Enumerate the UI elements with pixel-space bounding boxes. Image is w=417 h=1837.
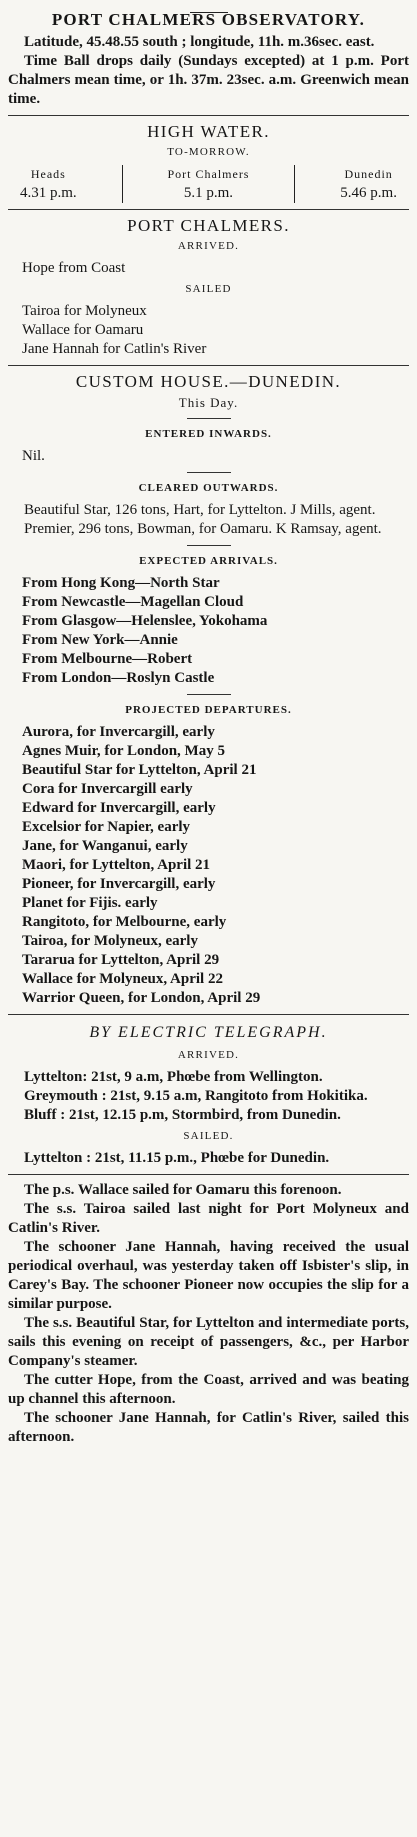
divider xyxy=(8,1014,409,1015)
top-rule xyxy=(8,0,409,8)
projected-label: PROJECTED DEPARTURES. xyxy=(125,704,292,716)
projected-entry: Jane, for Wanganui, early xyxy=(22,838,188,854)
expected-entry: From Newcastle—Magellan Cloud xyxy=(22,594,244,610)
divider xyxy=(8,1174,409,1175)
column-rule xyxy=(294,165,295,203)
tide-place: Dunedin xyxy=(344,167,393,181)
projected-entry: Maori, for Lyttelton, April 21 xyxy=(22,857,211,873)
divider xyxy=(8,365,409,366)
cleared-entry: Beautiful Star, 126 tons, Hart, for Lyttelton. J Mills, agent. xyxy=(24,502,376,518)
expected-entry: From Glasgow—Helenslee, Yokohama xyxy=(22,613,268,629)
tide-dunedin xyxy=(332,165,405,203)
high-water-title: HIGH WATER. xyxy=(147,122,270,141)
cleared-entry: Premier, 296 tons, Bowman, for Oamaru. K Ramsay, agent. xyxy=(24,521,382,537)
sailed-label: SAILED. xyxy=(183,1130,234,1142)
divider xyxy=(8,115,409,116)
tide-heads xyxy=(12,165,85,203)
projected-entry: Planet for Fijis. early xyxy=(22,895,158,911)
arrival-entry: Hope from Coast xyxy=(22,260,126,276)
telegraph-sailing: Lyttelton : 21st, 11.15 p.m., Phœbe for Dunedin. xyxy=(24,1150,330,1166)
telegraph-title: BY ELECTRIC TELEGRAPH. xyxy=(89,1024,328,1041)
arrived-label: ARRIVED. xyxy=(177,1049,240,1061)
tide-time: 4.31 p.m. xyxy=(20,185,77,201)
port-chalmers-title: PORT CHALMERS. xyxy=(127,216,290,235)
telegraph-arrival: Lyttelton: 21st, 9 a.m, Phœbe from Wellington. xyxy=(24,1069,323,1085)
high-water-subtitle: TO-MORROW. xyxy=(167,146,250,158)
tide-port-chalmers xyxy=(159,165,257,203)
expected-entry: From London—Roslyn Castle xyxy=(22,670,215,686)
short-rule xyxy=(187,545,231,546)
arrived-label: ARRIVED. xyxy=(177,240,240,252)
news-paragraph: The schooner Jane Hannah, for Catlin's River, sailed this afternoon. xyxy=(8,1410,409,1445)
high-water-table xyxy=(12,165,405,203)
divider xyxy=(8,209,409,210)
observatory-timeball: Time Ball drops daily (Sundays excepted) at 1 p.m. Port Chalmers mean time, or 1h. 37m. 23sec. a.m. Greenwich mean time. xyxy=(8,53,409,107)
projected-entry: Warrior Queen, for London, April 29 xyxy=(22,990,261,1006)
tide-time: 5.1 p.m. xyxy=(183,185,234,201)
projected-entry: Rangitoto, for Melbourne, early xyxy=(22,914,227,930)
news-paragraph: The s.s. Tairoa sailed last night for Port Molyneux and Catlin's River. xyxy=(8,1201,409,1236)
projected-entry: Excelsior for Napier, early xyxy=(22,819,191,835)
projected-entry: Aurora, for Invercargill, early xyxy=(22,724,215,740)
entered-value: Nil. xyxy=(22,448,45,464)
expected-entry: From Hong Kong—North Star xyxy=(22,575,220,591)
column-rule xyxy=(122,165,123,203)
projected-entry: Edward for Invercargill, early xyxy=(22,800,216,816)
cleared-label: CLEARED OUTWARDS. xyxy=(138,482,279,494)
sailing-entry: Jane Hannah for Catlin's River xyxy=(22,341,207,357)
expected-entry: From New York—Annie xyxy=(22,632,178,648)
projected-entry: Agnes Muir, for London, May 5 xyxy=(22,743,225,759)
sailed-label: SAILED xyxy=(185,283,232,295)
projected-entry: Wallace for Molyneux, April 22 xyxy=(22,971,223,987)
telegraph-arrival: Bluff : 21st, 12.15 p.m, Stormbird, from Dunedin. xyxy=(24,1107,341,1123)
news-paragraph: The cutter Hope, from the Coast, arrived and was beating up channel this afternoon. xyxy=(8,1372,409,1407)
custom-house-subtitle: This Day. xyxy=(178,395,239,410)
sailing-entry: Wallace for Oamaru xyxy=(22,322,144,338)
projected-entry: Tairoa, for Molyneux, early xyxy=(22,933,198,949)
news-paragraph: The schooner Jane Hannah, having received the usual periodical overhaul, was yesterday taken off Isbister's slip, in Carey's Bay. The schooner Pioneer now occupies the slip for a similar purpose. xyxy=(8,1239,409,1312)
expected-label: EXPECTED ARRIVALS. xyxy=(139,555,278,567)
projected-entry: Cora for Invercargill early xyxy=(22,781,193,797)
expected-entry: From Melbourne—Robert xyxy=(22,651,193,667)
observatory-latitude: Latitude, 45.48.55 south ; longitude, 11h. m.36sec. east. xyxy=(24,34,375,50)
projected-entry: Beautiful Star for Lyttelton, April 21 xyxy=(22,762,257,778)
news-paragraph: The p.s. Wallace sailed for Oamaru this forenoon. xyxy=(24,1182,342,1198)
observatory-title: PORT CHALMERS OBSERVATORY. xyxy=(51,10,366,29)
short-rule xyxy=(187,694,231,695)
tide-place: Port Chalmers xyxy=(167,167,250,181)
tide-time: 5.46 p.m. xyxy=(340,185,397,201)
sailing-entry: Tairoa for Molyneux xyxy=(22,303,147,319)
short-rule xyxy=(187,472,231,473)
entered-label: ENTERED INWARDS. xyxy=(145,428,272,440)
projected-entry: Pioneer, for Invercargill, early xyxy=(22,876,216,892)
tide-place: Heads xyxy=(30,167,66,181)
custom-house-title: CUSTOM HOUSE.—DUNEDIN. xyxy=(75,372,342,391)
news-paragraph: The s.s. Beautiful Star, for Lyttelton and intermediate ports, sails this evening on receipt of passengers, &c., per Harbor Company's steamer. xyxy=(8,1315,409,1369)
projected-entry: Tararua for Lyttelton, April 29 xyxy=(22,952,220,968)
short-rule xyxy=(187,418,231,419)
telegraph-arrival: Greymouth : 21st, 9.15 a.m, Rangitoto from Hokitika. xyxy=(24,1088,368,1104)
